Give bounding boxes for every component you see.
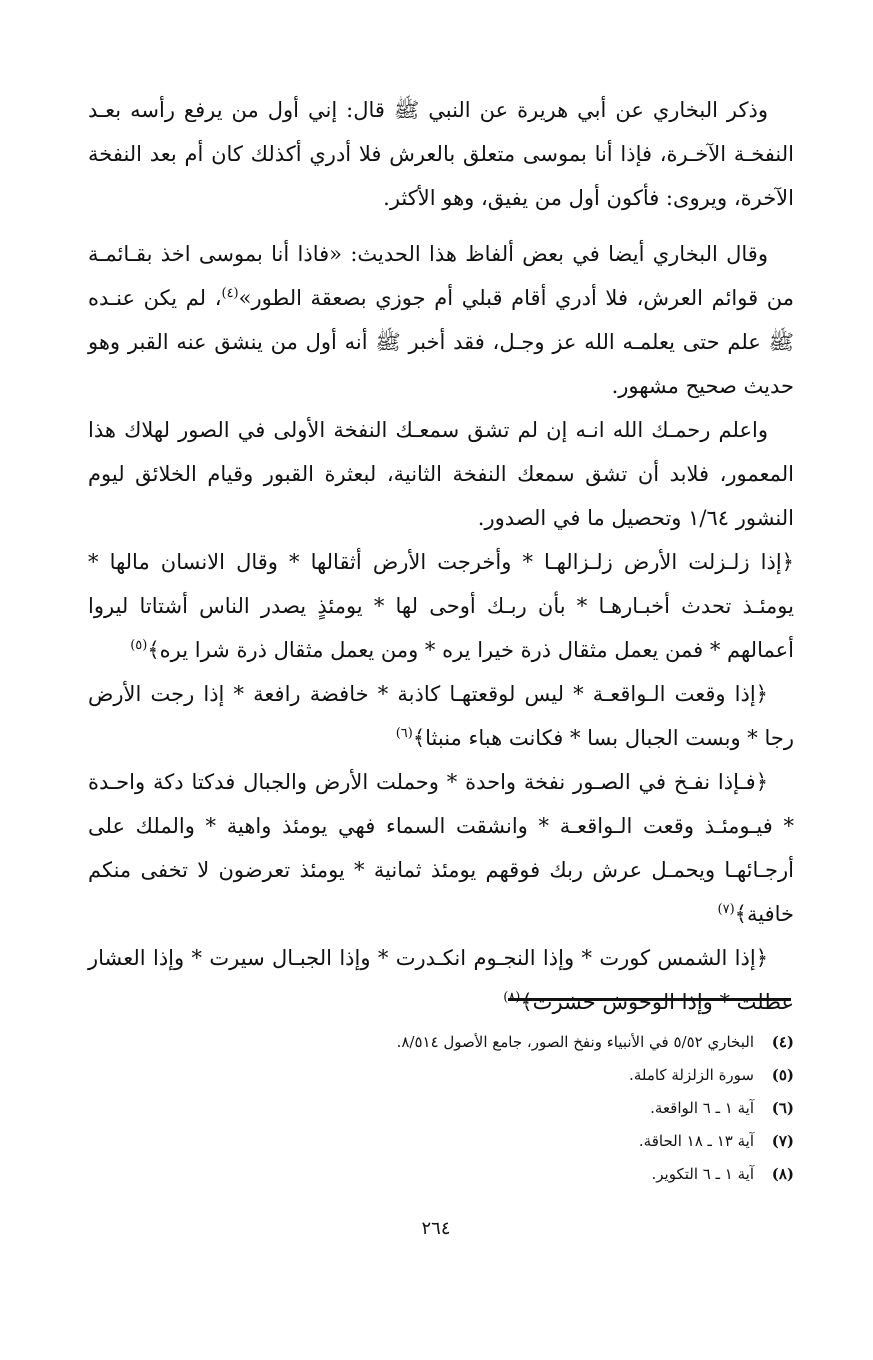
verse-text: ﴿إذا زلـزلت الأرض زلـزالهـا * وأخرجت الأرض أثقالها * وقال الانسان مالها * يومئـذ تحدث أخبـارهـا * بأن ربـك أوحى لها * يومئذٍ يصدر الناس أشتاتا ليروا أعمالهم * فمن يعمل مثقال ذرة خيرا يره * ومن يعمل مثقال ذرة شرا يره﴾ — [88, 550, 794, 662]
footnote-ref-6: (٦) — [395, 726, 413, 741]
verse-zalzala — [88, 540, 794, 672]
footnote-item — [88, 1059, 794, 1092]
paragraph-text: وذكر البخاري عن أبي هريرة عن النبي ﷺ قال: إني أول من يرفع رأسه بعـد النفخـة الآخـرة، فإذا أنا بموسى متعلق بالعرش فلا أدري أكذلك كان أم بعد النفخة الآخرة، ويروى: فأكون أول من يفيق، وهو الأكثر. — [88, 98, 794, 210]
main-text — [88, 88, 794, 1024]
verse-waqia — [88, 672, 794, 760]
footnote-number: (٧) — [771, 1132, 794, 1150]
footnote-ref-5: (٥) — [130, 638, 148, 653]
footnotes-list — [88, 1026, 794, 1191]
footnote-ref-4: (٤) — [221, 286, 239, 301]
footnote-text: سورة الزلزلة كاملة. — [629, 1066, 754, 1084]
paragraph-text: واعلم رحمـك الله انـه إن لم تشق سمعـك النفخة الأولى في الصور لهلاك هذا المعمور، فلابد أن تشق سمعك النفخة الثانية، لبعثرة القبور وقيام الخلائق ليوم النشور ١/٦٤ وتحصيل ما في الصدور. — [88, 418, 794, 530]
footnote-item — [88, 1092, 794, 1125]
paragraph-text: وقال البخاري أيضا في بعض ألفاظ هذا الحديث: «فاذا أنا بموسى اخذ بقـائمـة من قوائم العرش، فلا أدري أقام قبلي أم جوزي بصعقة الطور» — [88, 242, 794, 310]
page-number: ٢٦٤ — [421, 1218, 451, 1239]
verse-text: ﴿إذا وقعت الـواقعـة * ليس لوقعتهـا كاذبة * خافضة رافعة * إذا رجت الأرض رجا * وبست الجبال بسا * فكانت هباء منبثا﴾ — [88, 682, 794, 750]
footnote-ref-8: (٨) — [503, 990, 521, 1005]
footnote-number: (٥) — [771, 1066, 794, 1084]
footnote-text: آية ١٣ ـ ١٨ الحاقة. — [638, 1132, 754, 1150]
paragraph-two-blasts — [88, 408, 794, 540]
paragraph-bukhari-wording — [88, 232, 794, 408]
footnote-number: (٨) — [771, 1165, 794, 1183]
footnote-item — [88, 1026, 794, 1059]
footnote-text: آية ١ ـ ٦ التكوير. — [651, 1165, 754, 1183]
footnote-text: آية ١ ـ ٦ الواقعة. — [650, 1099, 754, 1117]
footnote-text: البخاري ٥/٥٢ في الأنبياء ونفخ الصور، جامع الأصول ٨/٥١٤. — [396, 1033, 754, 1051]
footnote-item — [88, 1125, 794, 1158]
footnote-separator — [508, 998, 791, 1001]
paragraph-bukhari-hadith — [88, 88, 794, 220]
footnote-item — [88, 1158, 794, 1191]
footnote-ref-7: (٧) — [717, 902, 735, 917]
verse-text: ﴿فـإذا نفـخ في الصـور نفخة واحدة * وحملت الأرض والجبال فدكتا دكة واحـدة * فيـومئـذ وقعت الـواقعـة * وانشقت السماء فهي يومئذ واهية * والملك على أرجـائهـا ويحمـل عرش ربك فوقهم يومئذ ثمانية * يومئذ تعرضون لا تخفى منكم خافية﴾ — [88, 770, 794, 926]
verse-haqqa — [88, 760, 794, 936]
verse-takwir — [88, 936, 794, 1024]
footnote-number: (٤) — [771, 1033, 794, 1051]
paragraph-text: ، لم يكن عنـده ﷺ علم حتى يعلمـه الله عز وجـل، فقد أخبر ﷺ أنه أول من ينشق عنه القبر وهو حديث صحيح مشهور. — [88, 286, 794, 398]
footnote-number: (٦) — [771, 1099, 794, 1117]
verse-text: ﴿إذا الشمس كورت * وإذا النجـوم انكـدرت * وإذا الجبـال سيرت * وإذا العشار عطلت * وإذا الوحوش حشرت﴾ — [88, 946, 794, 1014]
